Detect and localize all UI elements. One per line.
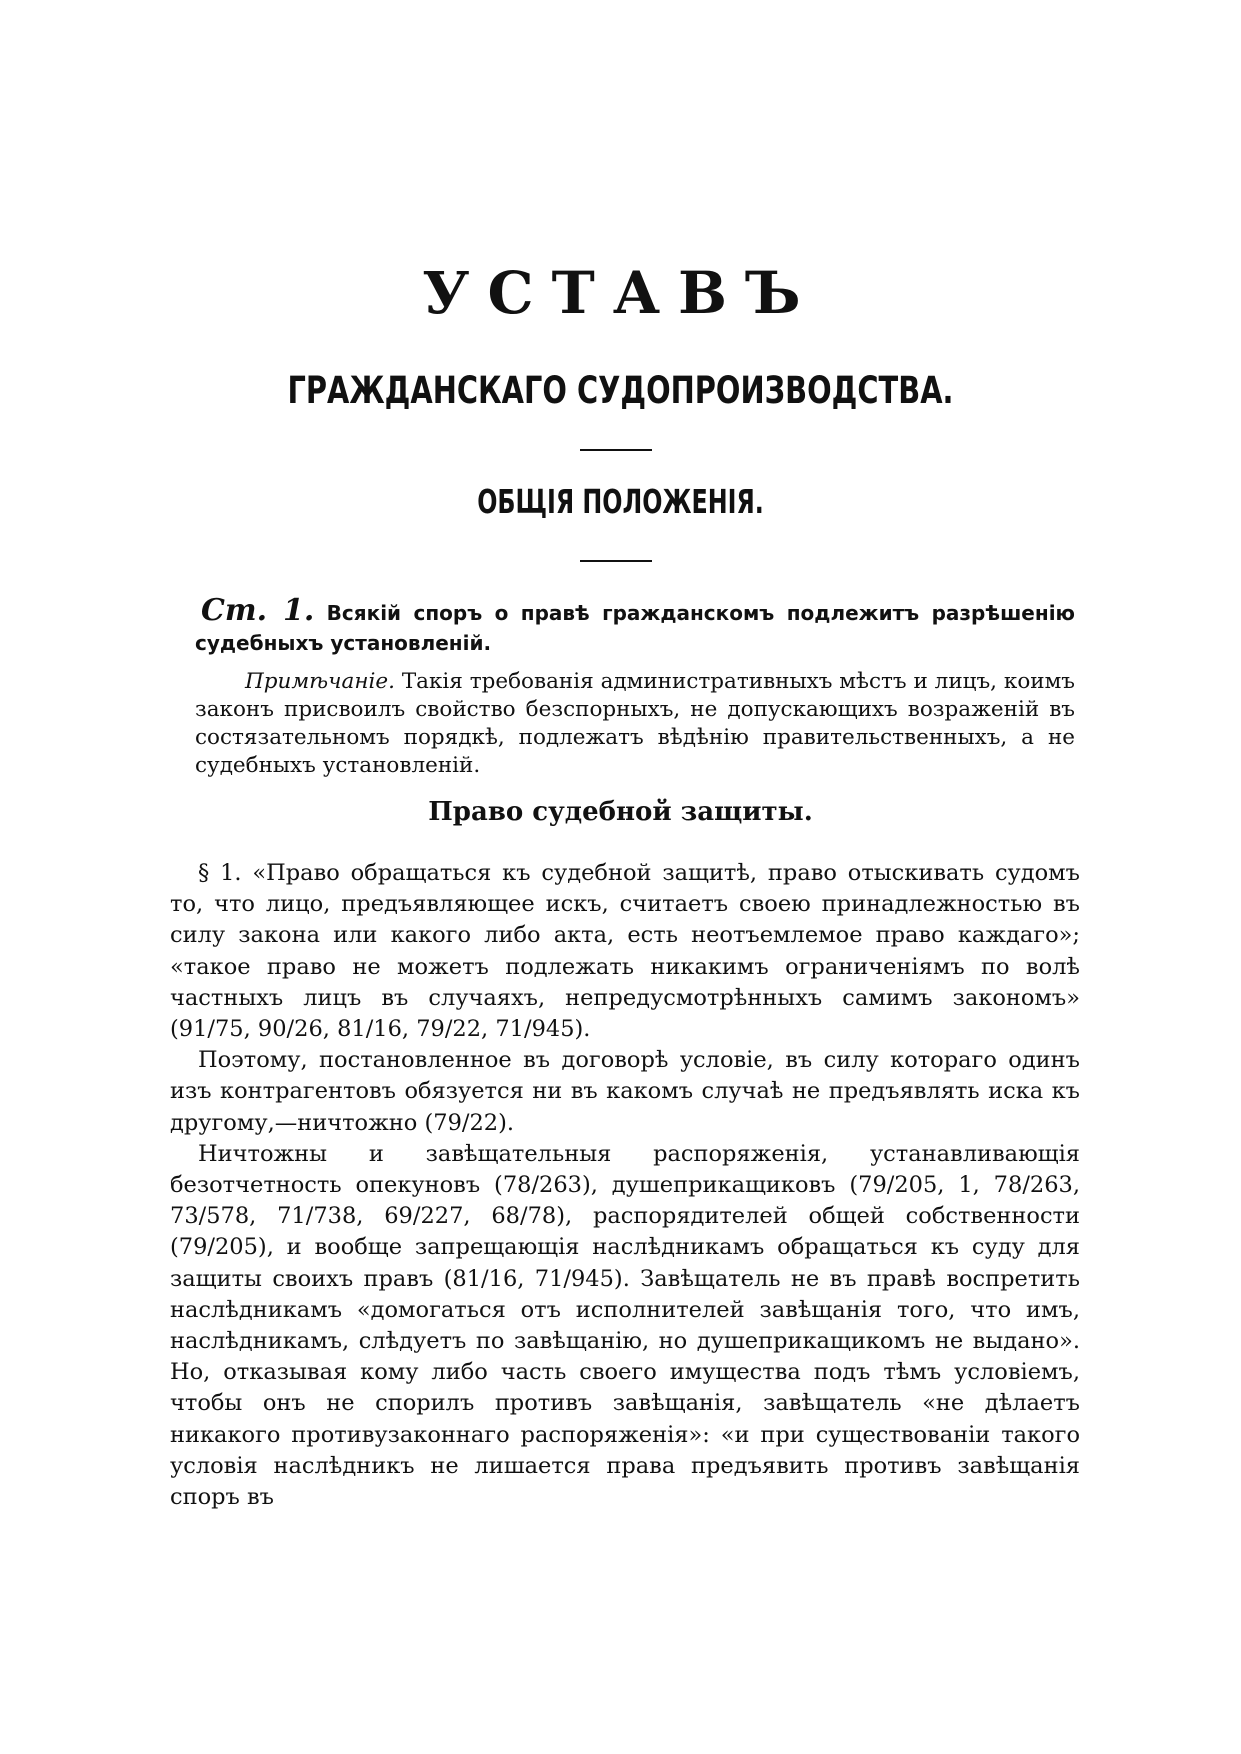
paragraph-3: Ничтожны и завѣщательныя распоряженія, устанавливающія безотчетность опекуновъ (78/263), душеприкащиковъ (79/205, 1, 78/263, 73/578, 71/738, 69/227, 68/78), распорядителей общей собственности (79/205), и вообще запрещающія наслѣдникамъ обращаться къ суду для защиты своихъ правъ (81/16, 71/945). Завѣщатель не въ правѣ воспретить наслѣдникамъ «домогаться отъ исполнителей завѣщанія того, что имъ, наслѣдникамъ, слѣдуетъ по завѣщанію, но душеприкащикомъ не выдано». Но, отказывая кому либо часть своего имущества подъ тѣмъ условіемъ, чтобы онъ не спорилъ противъ завѣщанія, завѣщатель «не дѣлаетъ никакого противузаконнаго распоряженія»: «и при существованіи такого условія наслѣдникъ не лишается права предъявить противъ завѣщанія споръ въ — [170, 1140, 1080, 1511]
divider-rule — [580, 560, 652, 562]
divider-rule — [580, 449, 652, 451]
note-label: Примѣчаніе. — [245, 669, 395, 694]
subsection-heading: Право судебной защиты. — [428, 797, 813, 827]
paragraph-1: § 1. «Право обращаться къ судебной защитѣ, право отыскивать судомъ то, что лицо, предъявляющее искъ, считаетъ своею принадлежностью въ силу закона или какого либо акта, есть неотъемлемое право каждаго»; «такое право не можетъ подлежать никакимъ ограниченіямъ по волѣ частныхъ лицъ въ случаяхъ, непредусмотрѣнныхъ самимъ закономъ» (91/75, 90/26, 81/16, 79/22, 71/945). — [170, 860, 1080, 1043]
section-title: ОБЩІЯ ПОЛОЖЕНІЯ. — [477, 482, 764, 521]
body-text — [170, 858, 1080, 1513]
article-1 — [195, 593, 1075, 658]
article-note — [195, 668, 1075, 780]
article-1-label: Ст. 1. — [201, 593, 315, 628]
paragraph-2: Поэтому, постановленное въ договорѣ условіе, въ силу котораго одинъ изъ контрагентовъ обязуется ни въ какомъ случаѣ не предъявлять иска къ другому,—ничтожно (79/22). — [170, 1047, 1080, 1136]
note-text: Такія требованія административныхъ мѣстъ и лицъ, коимъ законъ присвоилъ свойство безспорныхъ, не допускающихъ возраженій въ состязательномъ порядкѣ, подлежатъ вѣдѣнію правительственныхъ, а не судебныхъ установленій. — [195, 669, 1075, 778]
page-subtitle: ГРАЖДАНСКАГО СУДОПРОИЗВОДСТВА. — [287, 369, 954, 412]
article-1-text: Всякій споръ о правѣ гражданскомъ подлежитъ разрѣшенію судебныхъ установленій. — [195, 601, 1075, 655]
page-title: УСТАВЪ — [422, 259, 819, 327]
